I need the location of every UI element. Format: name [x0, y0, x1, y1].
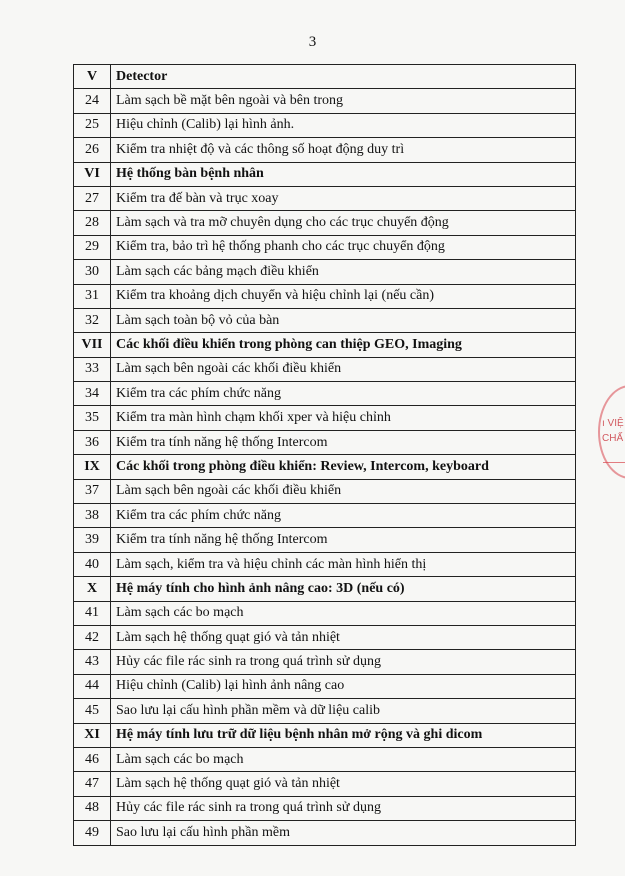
task-description: Hủy các file rác sinh ra trong quá trình sử dụng: [111, 650, 576, 674]
task-number: 39: [74, 528, 111, 552]
task-description: Hiệu chỉnh (Calib) lại hình ảnh nâng cao: [111, 674, 576, 698]
task-number: 43: [74, 650, 111, 674]
task-row: [74, 650, 576, 674]
section-title: Các khối điều khiển trong phòng can thiệp GEO, Imaging: [111, 333, 576, 357]
page-number: 3: [308, 34, 317, 50]
task-number: 48: [74, 796, 111, 820]
section-title: Detector: [111, 65, 576, 89]
task-number: 41: [74, 601, 111, 625]
task-row: [74, 552, 576, 576]
section-number: V: [74, 65, 111, 89]
task-description: Kiểm tra các phím chức năng: [111, 382, 576, 406]
task-number: 42: [74, 625, 111, 649]
section-header-row: [74, 162, 576, 186]
section-title: Hệ máy tính lưu trữ dữ liệu bệnh nhân mở rộng và ghi dicom: [111, 723, 576, 747]
stamp-text-line-2: CHẤ: [602, 433, 624, 444]
section-header-row: [74, 455, 576, 479]
red-stamp-seal: [598, 385, 625, 479]
task-description: Kiểm tra đế bàn và trục xoay: [111, 186, 576, 210]
task-number: 29: [74, 235, 111, 259]
task-row: [74, 625, 576, 649]
task-number: 28: [74, 211, 111, 235]
task-row: [74, 113, 576, 137]
task-row: [74, 772, 576, 796]
task-description: Làm sạch và tra mỡ chuyên dụng cho các trục chuyển động: [111, 211, 576, 235]
task-description: Kiểm tra tính năng hệ thống Intercom: [111, 430, 576, 454]
task-row: [74, 479, 576, 503]
task-row: [74, 308, 576, 332]
task-description: Kiểm tra màn hình chạm khối xper và hiệu chỉnh: [111, 406, 576, 430]
task-number: 47: [74, 772, 111, 796]
task-description: Làm sạch, kiểm tra và hiệu chỉnh các màn hình hiển thị: [111, 552, 576, 576]
section-number: X: [74, 577, 111, 601]
task-description: Kiểm tra tính năng hệ thống Intercom: [111, 528, 576, 552]
task-row: [74, 430, 576, 454]
task-number: 25: [74, 113, 111, 137]
task-row: [74, 235, 576, 259]
task-row: [74, 89, 576, 113]
maintenance-checklist-table: [73, 64, 576, 846]
section-header-row: [74, 65, 576, 89]
task-row: [74, 821, 576, 845]
task-number: 44: [74, 674, 111, 698]
task-row: [74, 357, 576, 381]
task-description: Làm sạch hệ thống quạt gió và tản nhiệt: [111, 772, 576, 796]
task-number: 33: [74, 357, 111, 381]
section-header-row: [74, 723, 576, 747]
task-row: [74, 138, 576, 162]
task-description: Làm sạch bên ngoài các khối điều khiển: [111, 479, 576, 503]
task-row: [74, 260, 576, 284]
task-description: Kiểm tra các phím chức năng: [111, 504, 576, 528]
task-number: 38: [74, 504, 111, 528]
task-row: [74, 528, 576, 552]
task-description: Làm sạch bên ngoài các khối điều khiển: [111, 357, 576, 381]
task-number: 27: [74, 186, 111, 210]
section-title: Các khối trong phòng điều khiển: Review, Intercom, keyboard: [111, 455, 576, 479]
section-title: Hệ máy tính cho hình ảnh nâng cao: 3D (nếu có): [111, 577, 576, 601]
section-header-row: [74, 577, 576, 601]
task-row: [74, 406, 576, 430]
task-number: 45: [74, 699, 111, 723]
task-number: 30: [74, 260, 111, 284]
task-row: [74, 699, 576, 723]
section-number: IX: [74, 455, 111, 479]
task-row: [74, 601, 576, 625]
section-number: VII: [74, 333, 111, 357]
task-number: 36: [74, 430, 111, 454]
task-number: 31: [74, 284, 111, 308]
task-description: Hủy các file rác sinh ra trong quá trình sử dụng: [111, 796, 576, 820]
task-number: 46: [74, 747, 111, 771]
task-description: Làm sạch bề mặt bên ngoài và bên trong: [111, 89, 576, 113]
task-number: 49: [74, 821, 111, 845]
task-row: [74, 211, 576, 235]
task-description: Làm sạch toàn bộ vỏ của bàn: [111, 308, 576, 332]
task-description: Kiểm tra, bảo trì hệ thống phanh cho các trục chuyển động: [111, 235, 576, 259]
task-row: [74, 504, 576, 528]
task-row: [74, 674, 576, 698]
section-number: XI: [74, 723, 111, 747]
stamp-text-line-1: ı VIỆ: [602, 418, 624, 429]
task-description: Làm sạch hệ thống quạt gió và tản nhiệt: [111, 625, 576, 649]
task-number: 26: [74, 138, 111, 162]
task-description: Làm sạch các bo mạch: [111, 747, 576, 771]
task-row: [74, 284, 576, 308]
task-row: [74, 747, 576, 771]
task-row: [74, 186, 576, 210]
task-number: 37: [74, 479, 111, 503]
task-number: 40: [74, 552, 111, 576]
task-number: 34: [74, 382, 111, 406]
task-number: 35: [74, 406, 111, 430]
section-header-row: [74, 333, 576, 357]
task-description: Làm sạch các bo mạch: [111, 601, 576, 625]
task-description: Kiểm tra khoảng dịch chuyển và hiệu chỉnh lại (nếu cần): [111, 284, 576, 308]
task-row: [74, 382, 576, 406]
task-number: 32: [74, 308, 111, 332]
task-row: [74, 796, 576, 820]
task-description: Sao lưu lại cấu hình phần mềm và dữ liệu calib: [111, 699, 576, 723]
section-number: VI: [74, 162, 111, 186]
task-description: Kiểm tra nhiệt độ và các thông số hoạt động duy trì: [111, 138, 576, 162]
stamp-signature-stroke: [603, 462, 625, 463]
task-description: Làm sạch các bảng mạch điều khiển: [111, 260, 576, 284]
section-title: Hệ thống bàn bệnh nhân: [111, 162, 576, 186]
task-number: 24: [74, 89, 111, 113]
task-description: Sao lưu lại cấu hình phần mềm: [111, 821, 576, 845]
task-description: Hiệu chỉnh (Calib) lại hình ảnh.: [111, 113, 576, 137]
